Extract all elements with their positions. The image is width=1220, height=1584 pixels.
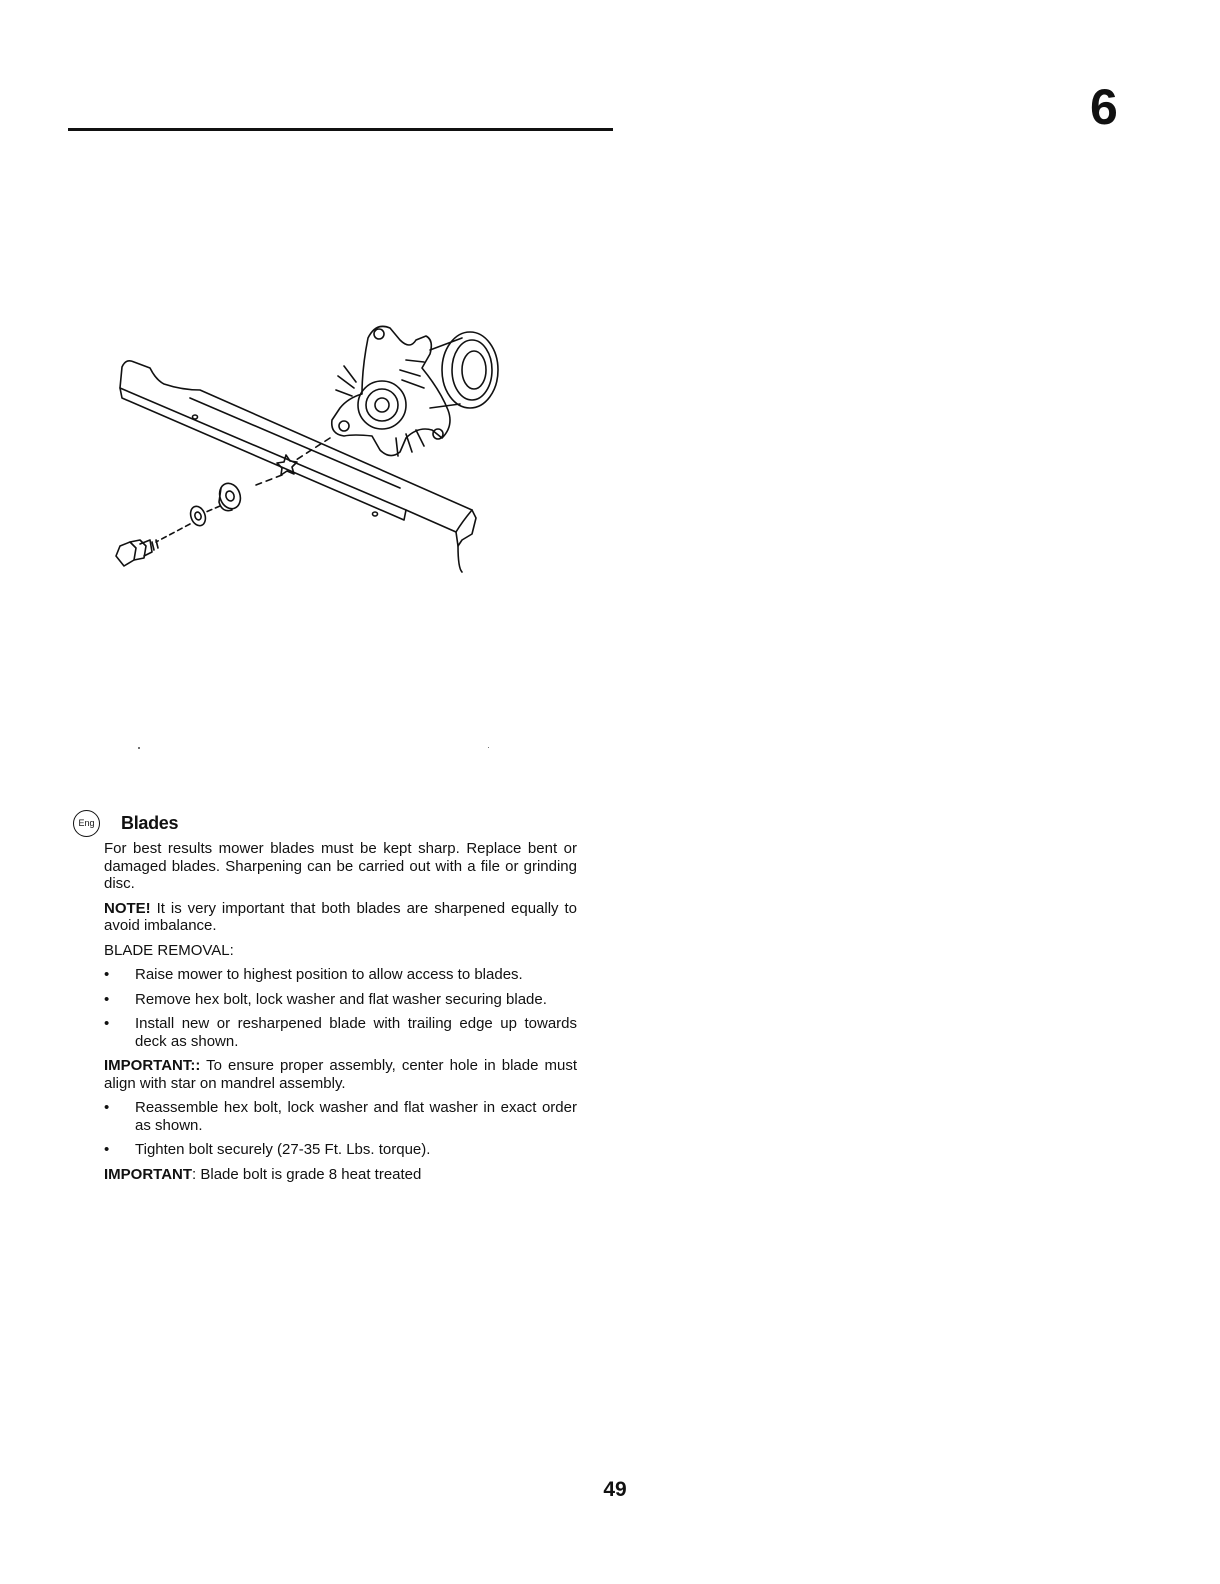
important-label: IMPORTANT [104,1165,193,1183]
hex-bolt-drawing [116,540,158,566]
bullet-icon: • [104,990,110,1008]
bullet-icon: • [104,966,110,983]
bullet-icon: • [104,1099,110,1116]
step-text: Install new or resharpened blade with trailing edge up towards deck as shown. [135,1015,577,1050]
flat-washer-drawing [216,480,244,511]
list-item [104,1015,577,1050]
bullet-icon: • [104,1015,110,1032]
page-number: 49 [603,1478,627,1501]
blades-section [73,808,577,1190]
language-badge-icon: Eng [73,810,100,837]
important-label: IMPORTANT:: [104,1057,201,1074]
important-paragraph-1 [104,1057,577,1092]
lock-washer-drawing [188,504,208,528]
intro-paragraph: For best results mower blades must be kept sharp. Replace bent or damaged blades. Sharpening can be carried out with a file or grinding disc. [104,840,577,892]
list-item [104,1099,577,1134]
blade-assembly-illustration [100,310,520,585]
reassembly-steps-list [104,1099,577,1159]
removal-steps-list [104,966,577,1050]
step-text: Raise mower to highest position to allow access to blades. [135,966,523,983]
list-item [104,1141,577,1159]
section-body [104,840,577,1183]
mandrel-drawing [332,326,498,456]
blade-drawing [120,361,476,572]
note-text: It is very important that both blades are sharpened equally to avoid imbalance. [104,899,577,934]
step-text: Remove hex bolt, lock washer and flat washer securing blade. [135,990,547,1008]
note-label: NOTE! [104,899,151,917]
scan-speck [138,747,140,749]
step-text: Tighten bolt securely (27-35 Ft. Lbs. torque). [135,1141,431,1158]
section-heading [73,808,577,838]
bullet-icon: • [104,1141,110,1158]
removal-heading: BLADE REMOVAL: [104,941,234,959]
important-paragraph-2 [104,1166,577,1184]
list-item [104,991,577,1009]
step-text: Reassemble hex bolt, lock washer and flat washer in exact order as shown. [135,1099,577,1134]
section-title: Blades [121,812,179,833]
list-item [104,966,577,984]
note-paragraph [104,900,577,935]
chapter-number: 6 [1090,79,1118,135]
important-text: To ensure proper assembly, center hole in blade must align with star on mandrel assembly. [104,1057,577,1092]
scan-speck [488,747,489,748]
important-text: : Blade bolt is grade 8 heat treated [192,1165,422,1183]
header-rule [68,128,613,131]
